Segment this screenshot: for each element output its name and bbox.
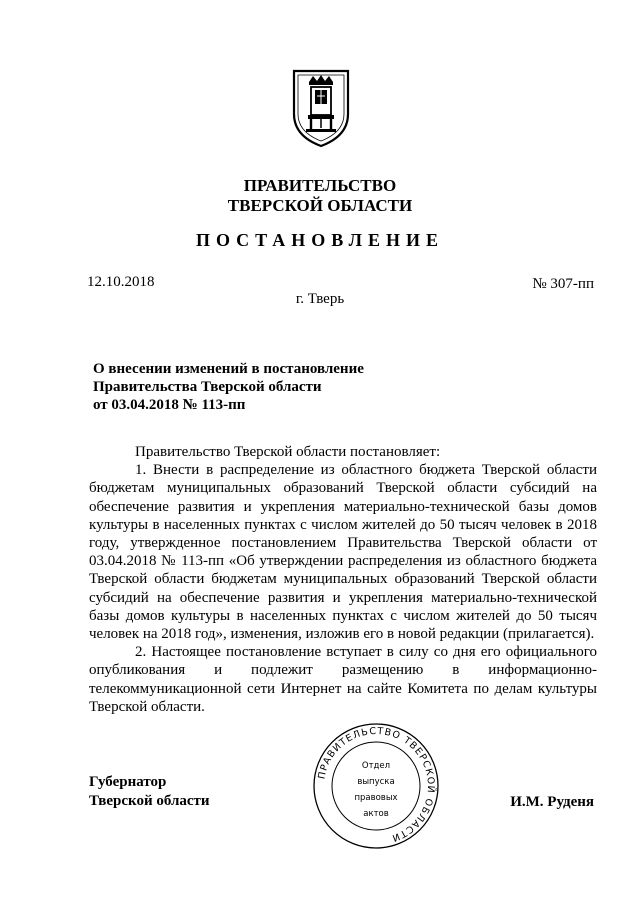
body-intro: Правительство Тверской области постановляет: <box>135 444 441 460</box>
subject-line1: О внесении изменений в постановление <box>93 361 364 377</box>
body-item-1: 1. Внести в распределение из областного бюджета Тверской области бюджетам муниципальных образований Тверской области субсидий на обеспечение развития и укрепления материально-технической базы домов культуры в населенных пунктах с числом жителей до 50 тысяч человек в 2018 году, утвержденное постановлением Правительства Тверской области от 03.04.2018 № 113-пп «Об утверждении распределения из областного бюджета Тверской области бюджетам муниципальных образований Тверской области субсидий на обеспечение развития и укрепления материально-технической базы домов культуры в населенных пунктах с числом жителей до 50 тысяч человек на 2018 год», изменения, изложив его в новой редакции (прилагается). <box>89 462 597 643</box>
document-subject <box>93 360 364 414</box>
document-body <box>89 443 597 716</box>
subject-line2: Правительства Тверской области <box>93 379 322 395</box>
stamp-line1: Отдел <box>361 761 391 771</box>
signatory-name: И.М. Руденя <box>510 794 594 810</box>
document-number: № 307-пп <box>532 276 594 292</box>
document-type-title: ПОСТАНОВЛЕНИЕ <box>195 230 445 250</box>
stamp-line4: актов <box>363 809 389 819</box>
government-name-line2: ТВЕРСКОЙ ОБЛАСТИ <box>227 196 413 215</box>
government-name-line1: ПРАВИТЕЛЬСТВО <box>243 176 397 195</box>
document-city: г. Тверь <box>295 291 345 307</box>
document-date: 12.10.2018 <box>87 274 155 290</box>
tver-coat-of-arms-icon <box>290 68 352 148</box>
stamp-ring-text: ПРАВИТЕЛЬСТВО ТВЕРСКОЙ ОБЛАСТИ <box>316 725 437 844</box>
signatory-title-line1: Губернатор <box>89 774 167 790</box>
stamp-line2: выпуска <box>357 777 395 787</box>
subject-line3: от 03.04.2018 № 113-пп <box>93 397 246 413</box>
body-item-2: 2. Настоящее постановление вступает в силу со дня его официального опубликования и подлежит размещению в информационно-телекоммуникационной сети Интернет на сайте Комитета по делам культуры Тверской области. <box>89 644 597 715</box>
official-stamp <box>312 722 440 850</box>
stamp-line3: правовых <box>354 793 398 803</box>
signatory-title-line2: Тверской области <box>89 793 210 809</box>
signatory-title <box>89 773 210 811</box>
